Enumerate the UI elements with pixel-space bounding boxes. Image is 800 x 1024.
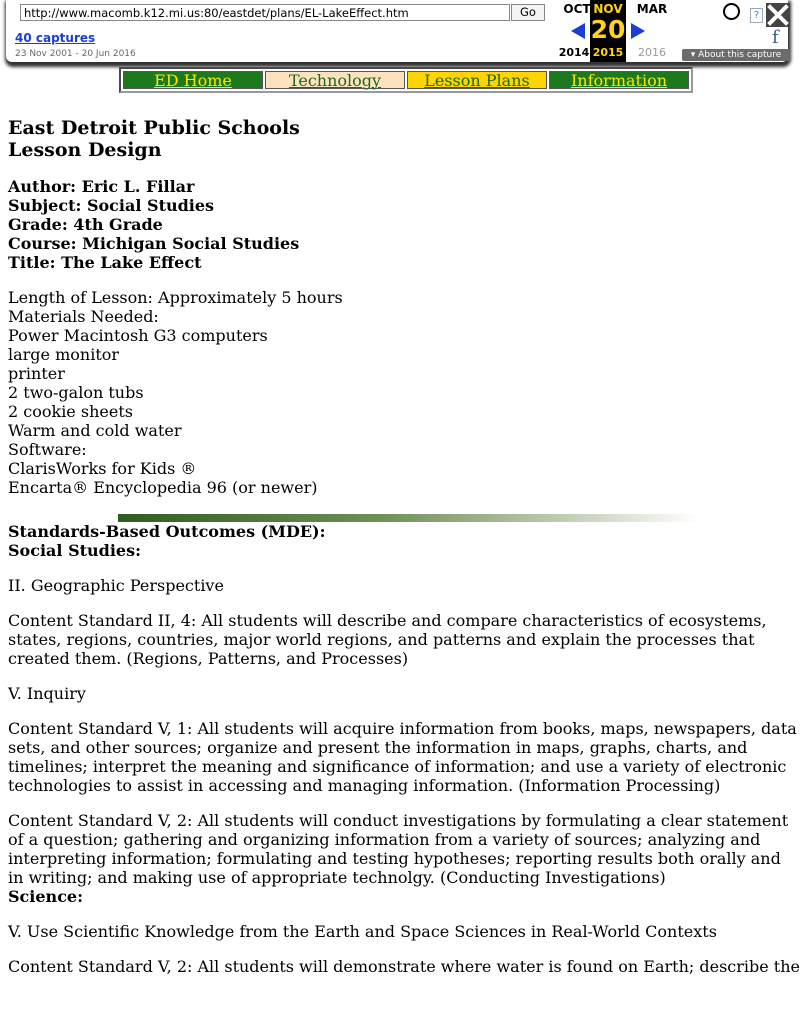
page-title [8, 117, 800, 161]
science-heading: Science: [8, 887, 84, 906]
nav-information[interactable]: Information [549, 71, 689, 89]
detail-line: Length of Lesson: Approximately 5 hours [8, 288, 343, 307]
detail-line: ClarisWorks for Kids ® [8, 459, 197, 478]
science-standard: Content Standard V, 2: All students will demonstrate where water is found on Earth; describe the [8, 957, 800, 976]
go-button[interactable]: Go [511, 4, 545, 21]
geo-standard: Content Standard II, 4: All students will describe and compare characteristics of ecosystems, states, regions, countries, major world regions, and patterns and explain the processes that created them. (Regions, Patterns, and Processes) [8, 611, 767, 668]
next-month-link[interactable]: MAR [636, 2, 668, 16]
subject-line: Subject: Social Studies [8, 196, 215, 215]
detail-line: Encarta® Encyclopedia 96 (or newer) [8, 478, 318, 497]
prev-capture-arrow-icon[interactable] [571, 23, 585, 39]
school-title: East Detroit Public Schools [8, 117, 300, 139]
detail-line: Power Macintosh G3 computers [8, 326, 268, 345]
current-month: NOV [593, 2, 623, 16]
detail-line: printer [8, 364, 65, 383]
detail-line: Software: [8, 440, 87, 459]
wayback-toolbar [6, 0, 788, 62]
inquiry-standard-1: Content Standard V, 1: All students will acquire information from books, maps, newspapers, data sets, and other sources; organize and present the information in maps, graphs, charts, and timelines; interpret the meaning and significance of information; and use a variety of electronic technologies to assist in accessing and managing information. (Information Processing) [8, 719, 797, 795]
nav-ed-home[interactable]: ED Home [123, 71, 263, 89]
grade-line: Grade: 4th Grade [8, 215, 163, 234]
prev-year-link[interactable]: 2014 [558, 46, 590, 59]
detail-line: Materials Needed: [8, 307, 159, 326]
site-nav [119, 67, 693, 93]
nav-lesson-plans[interactable]: Lesson Plans [407, 71, 547, 89]
captures-link[interactable]: 40 captures [15, 31, 96, 45]
current-year: 2015 [592, 46, 624, 59]
current-day: 20 [590, 15, 626, 44]
gradient-divider [118, 514, 698, 522]
prev-month-link[interactable]: OCT [563, 2, 591, 16]
course-line: Course: Michigan Social Studies [8, 234, 300, 253]
inquiry-standard-2: Content Standard V, 2: All students will conduct investigations by formulating a clear statement of a question; gathering and organizing information from a variety of sources; analyzing and interpreting information; formulating and testing hypotheses; reporting results both orally and in writing; and making use of appropriate technolgy. (Conducting Investigations) [8, 811, 789, 887]
social-studies-heading: Social Studies: [8, 541, 141, 560]
lesson-details [8, 288, 800, 497]
next-capture-arrow-icon[interactable] [631, 23, 645, 39]
capture-date-range: 23 Nov 2001 - 20 Jun 2016 [15, 49, 136, 59]
standards-heading: Standards-Based Outcomes (MDE): [8, 522, 326, 541]
lesson-content [8, 117, 800, 976]
facebook-share-icon[interactable]: f [772, 27, 779, 48]
detail-line: 2 two-galon tubs [8, 383, 144, 402]
about-capture-button[interactable]: ▾ About this capture [682, 49, 790, 61]
help-icon[interactable]: ? [750, 8, 763, 23]
geo-heading: II. Geographic Perspective [8, 576, 224, 595]
close-icon[interactable] [766, 3, 790, 27]
lesson-meta [8, 177, 800, 272]
detail-line: large monitor [8, 345, 120, 364]
detail-line: Warm and cold water [8, 421, 182, 440]
account-circle-icon[interactable] [723, 3, 740, 20]
author-line: Author: Eric L. Fillar [8, 177, 195, 196]
detail-line: 2 cookie sheets [8, 402, 133, 421]
url-input[interactable] [20, 4, 510, 21]
inquiry-heading: V. Inquiry [8, 684, 86, 703]
title-line: Title: The Lake Effect [8, 253, 202, 272]
document-title: Lesson Design [8, 139, 162, 161]
science-subheading: V. Use Scientific Knowledge from the Earth and Space Sciences in Real-World Contexts [8, 922, 717, 941]
next-year-link[interactable]: 2016 [638, 46, 666, 59]
nav-technology[interactable]: Technology [265, 71, 405, 89]
standards-section [8, 522, 800, 976]
